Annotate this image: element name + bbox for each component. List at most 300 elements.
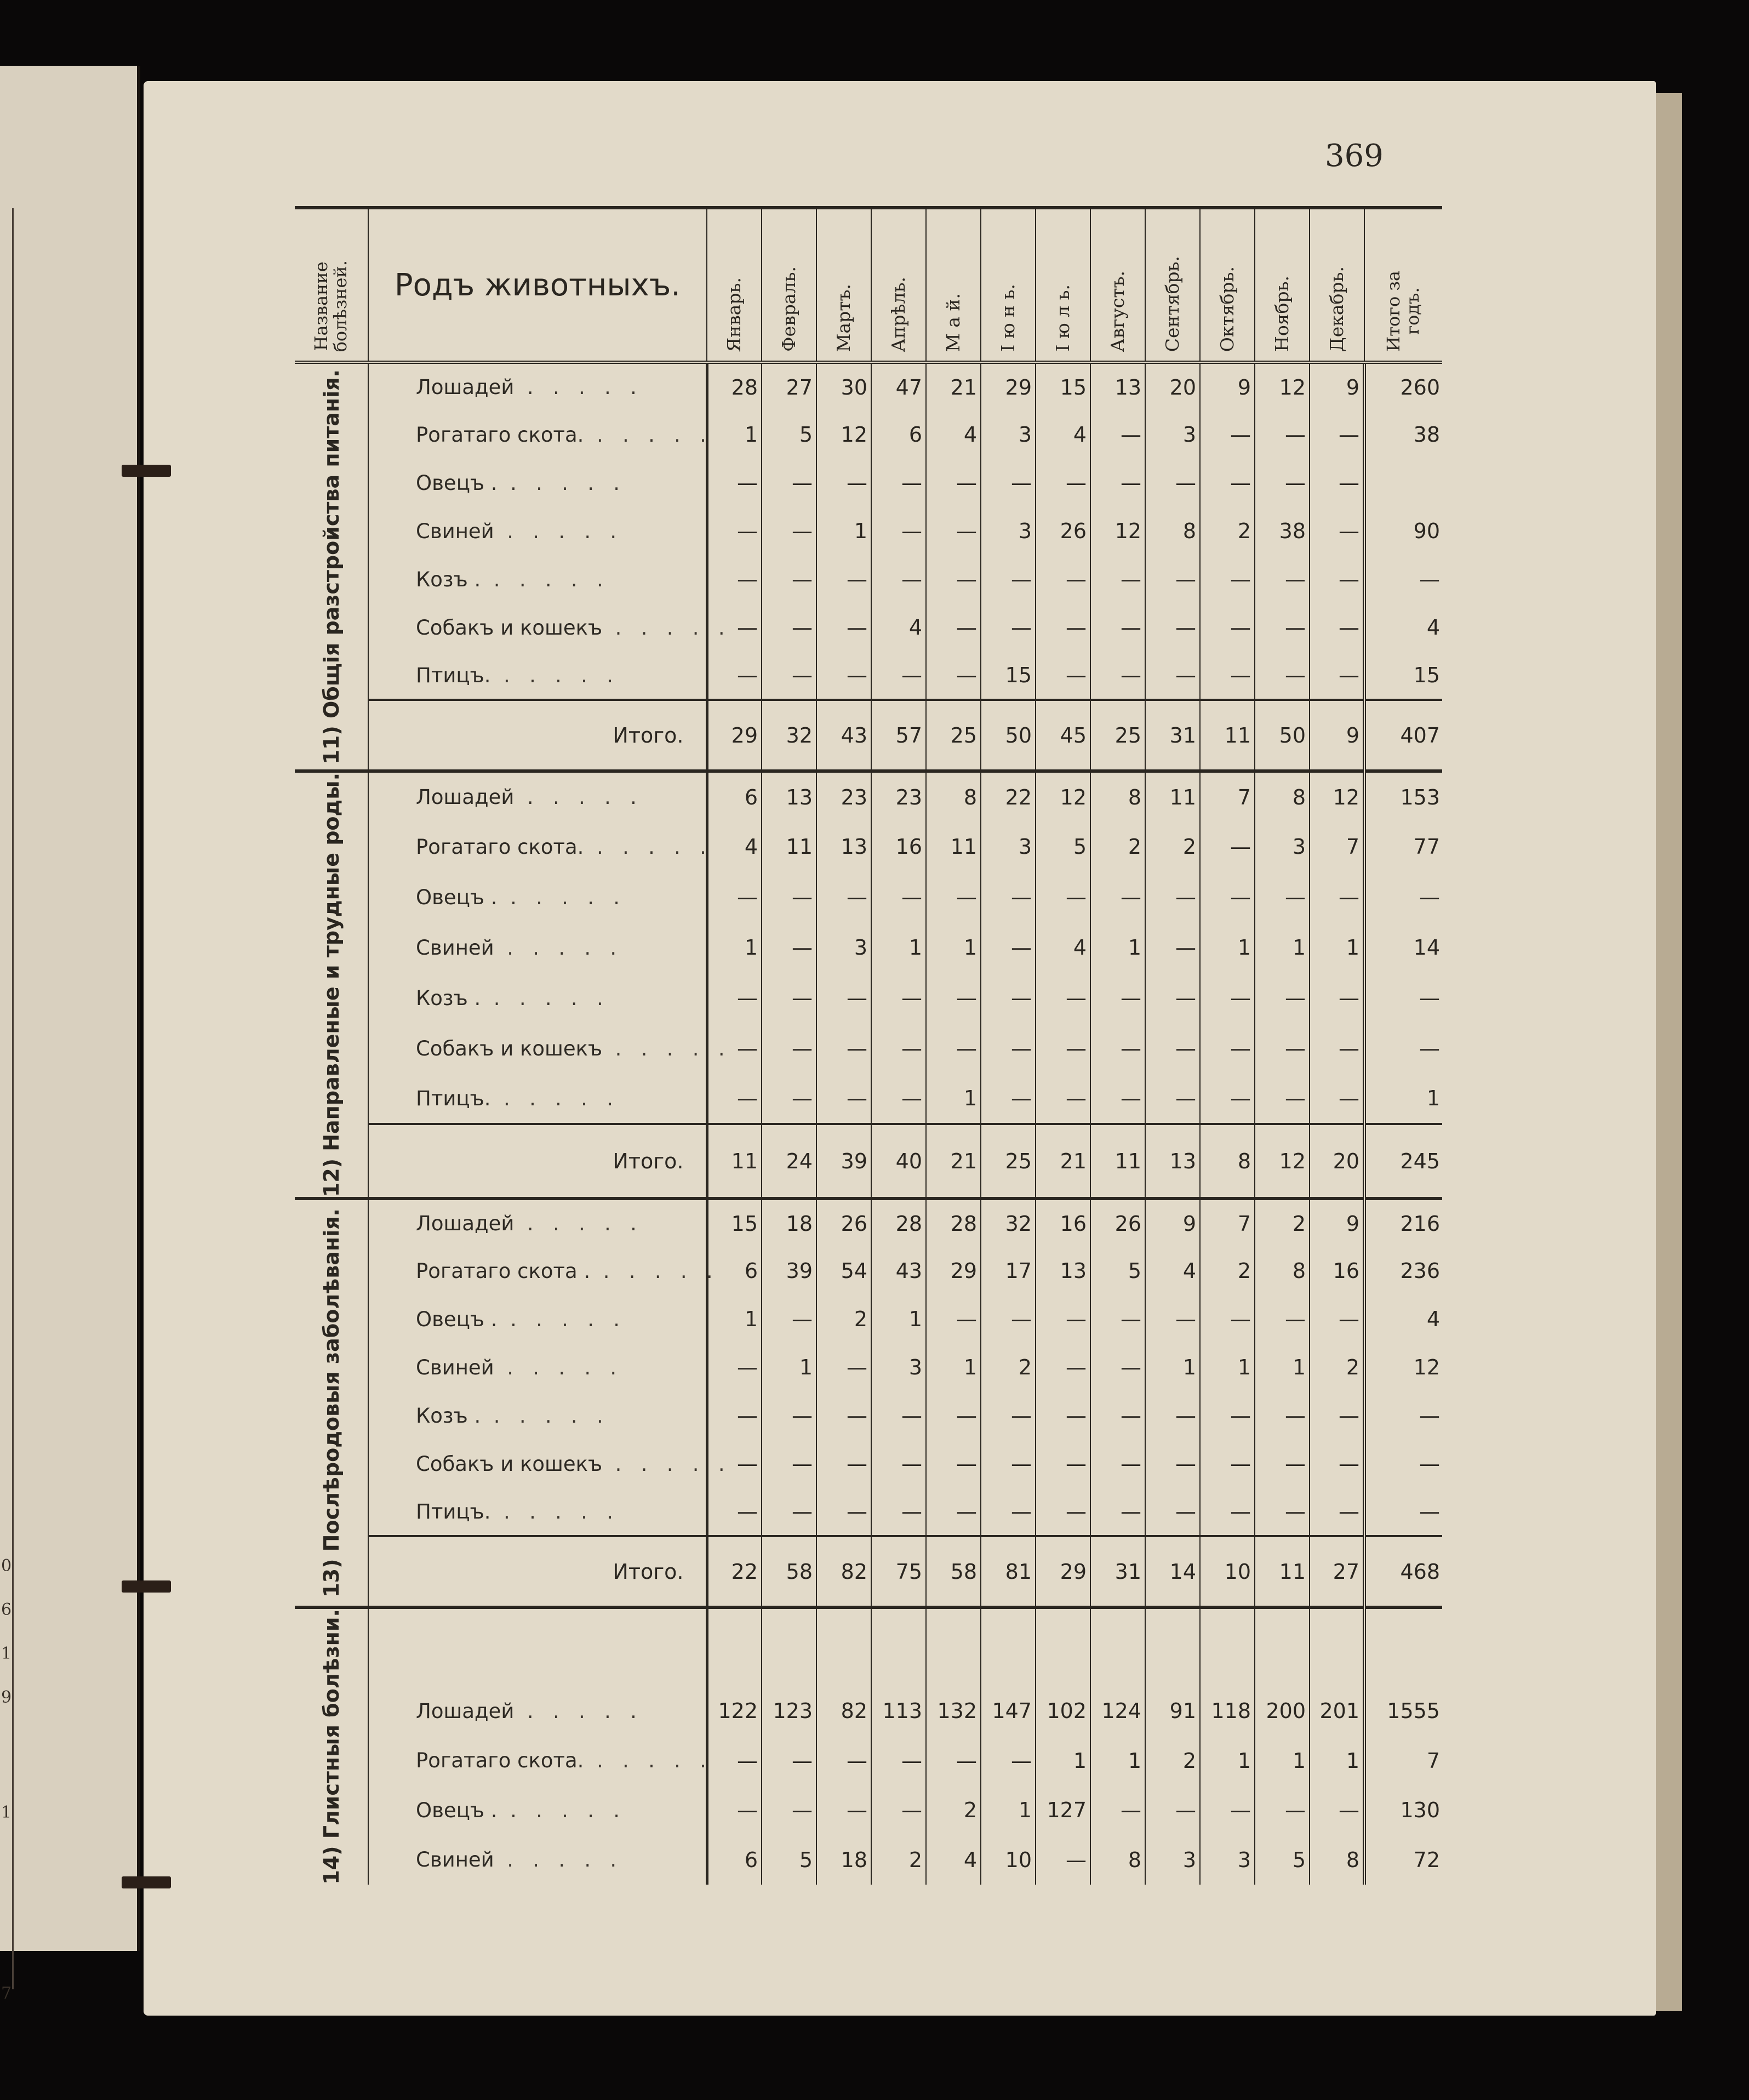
disease-group-label: 12) Направленые и трудные роды.	[319, 773, 344, 1197]
month-value-cell: —	[926, 973, 981, 1023]
month-value-cell: 13	[762, 771, 816, 821]
left-page-digit: 0	[1, 1556, 12, 1576]
month-value-cell: —	[1090, 1023, 1145, 1074]
year-total-cell: 4	[1364, 603, 1442, 652]
month-value-cell: —	[1310, 459, 1364, 507]
animal-cell	[368, 1391, 707, 1440]
table-row	[295, 1199, 1442, 1247]
month-value-cell: —	[981, 603, 1036, 652]
month-value-cell: —	[1036, 973, 1090, 1023]
month-value-cell: —	[816, 603, 871, 652]
spacer-cell	[1200, 1607, 1255, 1686]
month-total-cell: 58	[762, 1536, 816, 1607]
month-value-cell: 22	[981, 771, 1036, 821]
month-total-cell: 75	[871, 1536, 926, 1607]
animal-cell	[368, 872, 707, 922]
month-value-cell: —	[762, 555, 816, 603]
month-value-cell: 122	[707, 1686, 762, 1736]
month-value-cell: —	[762, 459, 816, 507]
total-header-line: Итого за	[1383, 271, 1404, 352]
animal-label: Свиней	[416, 1355, 494, 1379]
month-value-cell: —	[1145, 555, 1200, 603]
spacer-cell	[816, 1607, 871, 1686]
month-value-cell: —	[707, 1440, 762, 1488]
table-body	[295, 362, 1442, 1885]
month-value-cell: —	[1090, 652, 1145, 700]
table-row	[295, 1440, 1442, 1488]
month-value-cell: —	[926, 1440, 981, 1488]
leader-dots: . . . . .	[514, 785, 637, 809]
month-value-cell: —	[1145, 973, 1200, 1023]
month-value-cell: —	[871, 1736, 926, 1785]
month-value-cell: —	[1255, 555, 1310, 603]
month-value-cell: —	[1090, 1488, 1145, 1536]
leader-dots: . . . . .	[497, 471, 620, 495]
month-total-cell: 24	[762, 1124, 816, 1199]
total-label: Итого.	[368, 1536, 707, 1607]
month-value-cell: 3	[1145, 410, 1200, 459]
month-value-cell: 1	[1255, 1736, 1310, 1785]
month-value-cell: 7	[1310, 821, 1364, 872]
month-value-cell: —	[1145, 459, 1200, 507]
month-value-cell: —	[871, 459, 926, 507]
animal-label: Козъ .	[416, 567, 481, 591]
month-value-cell: —	[926, 459, 981, 507]
spacer-cell	[1145, 1607, 1200, 1686]
leader-dots: . . . . .	[490, 663, 613, 687]
month-value-cell: —	[1145, 872, 1200, 922]
month-value-cell: 54	[816, 1247, 871, 1295]
month-total-cell: 22	[707, 1536, 762, 1607]
month-total-cell: 40	[871, 1124, 926, 1199]
animal-label: Свиней	[416, 935, 494, 960]
month-value-cell: 26	[816, 1199, 871, 1247]
month-value-cell: 2	[1310, 1343, 1364, 1391]
month-total-cell: 25	[926, 700, 981, 771]
month-value-cell: —	[707, 603, 762, 652]
month-value-cell: —	[926, 1023, 981, 1074]
table-row	[295, 872, 1442, 922]
month-value-cell: —	[1200, 1785, 1255, 1835]
month-value-cell: —	[1145, 922, 1200, 973]
month-value-cell: —	[981, 872, 1036, 922]
table-row	[295, 771, 1442, 821]
month-value-cell: 1	[981, 1785, 1036, 1835]
month-value-cell: 82	[816, 1686, 871, 1736]
month-value-cell: —	[1036, 1440, 1090, 1488]
animal-cell	[368, 1488, 707, 1536]
month-value-cell: —	[1090, 1074, 1145, 1124]
month-label: Декабрь.	[1325, 266, 1347, 352]
month-value-cell: —	[1310, 1295, 1364, 1343]
leader-dots: . . . . .	[584, 423, 706, 447]
month-value-cell: 12	[1090, 507, 1145, 555]
table-row	[295, 1488, 1442, 1536]
month-total-cell: 21	[926, 1124, 981, 1199]
left-page-digit: 6	[1, 1600, 12, 1619]
month-label: Мартъ.	[832, 283, 854, 352]
leader-dots: . . . . .	[490, 1086, 613, 1110]
month-value-cell: —	[1200, 1295, 1255, 1343]
group-total-row	[295, 700, 1442, 771]
month-value-cell: —	[1200, 652, 1255, 700]
group-spacer-row	[295, 1607, 1442, 1686]
grand-total-cell: 407	[1364, 700, 1442, 771]
month-value-cell: —	[1145, 1785, 1200, 1835]
month-total-cell: 43	[816, 700, 871, 771]
month-value-cell: 9	[1310, 1199, 1364, 1247]
month-label: Сентябрь.	[1161, 255, 1183, 352]
month-value-cell: —	[1145, 1391, 1200, 1440]
leader-dots: . . . . .	[514, 1212, 637, 1236]
month-value-cell: —	[1090, 1295, 1145, 1343]
month-value-cell: —	[926, 1295, 981, 1343]
month-value-cell: —	[1310, 603, 1364, 652]
month-value-cell: —	[816, 872, 871, 922]
animal-label: Рогатаго скота .	[416, 1259, 591, 1283]
month-value-cell: —	[1255, 872, 1310, 922]
month-value-cell: 12	[816, 410, 871, 459]
month-total-cell: 11	[707, 1124, 762, 1199]
year-total-cell: 153	[1364, 771, 1442, 821]
month-value-cell: —	[707, 459, 762, 507]
month-value-cell: —	[1036, 555, 1090, 603]
month-value-cell: 8	[1255, 771, 1310, 821]
month-value-cell: 38	[1255, 507, 1310, 555]
month-value-cell: —	[816, 1488, 871, 1536]
month-value-cell: —	[1090, 555, 1145, 603]
leader-dots: . . . . .	[481, 567, 603, 591]
month-value-cell: —	[1090, 973, 1145, 1023]
month-value-cell: —	[1310, 973, 1364, 1023]
month-value-cell: 1	[707, 410, 762, 459]
month-value-cell: —	[816, 1391, 871, 1440]
spacer-cell	[368, 1607, 707, 1686]
month-value-cell: 13	[816, 821, 871, 872]
month-value-cell: —	[926, 603, 981, 652]
month-value-cell: 3	[816, 922, 871, 973]
month-value-cell: 1	[1200, 1343, 1255, 1391]
month-value-cell: 15	[1036, 362, 1090, 410]
month-value-cell: 3	[981, 821, 1036, 872]
leader-dots: . . . . .	[481, 1403, 603, 1428]
leader-dots: . . . . .	[602, 1036, 725, 1060]
table-row	[295, 362, 1442, 410]
month-value-cell: —	[1145, 652, 1200, 700]
month-value-cell: 1	[707, 922, 762, 973]
month-value-cell: —	[1036, 459, 1090, 507]
month-value-cell: —	[816, 973, 871, 1023]
leader-dots: . . . . .	[584, 1749, 706, 1773]
month-header	[1310, 208, 1364, 362]
table-row	[295, 603, 1442, 652]
month-total-cell: 8	[1200, 1124, 1255, 1199]
month-value-cell: 2	[926, 1785, 981, 1835]
month-value-cell: —	[1310, 1074, 1364, 1124]
animal-cell	[368, 555, 707, 603]
animal-cell	[368, 771, 707, 821]
spacer-cell	[1090, 1607, 1145, 1686]
spacer-cell	[762, 1607, 816, 1686]
month-value-cell: —	[1036, 652, 1090, 700]
month-value-cell: —	[871, 1074, 926, 1124]
month-value-cell: —	[816, 1736, 871, 1785]
month-value-cell: —	[981, 555, 1036, 603]
table-row	[295, 1835, 1442, 1885]
month-value-cell: —	[1310, 872, 1364, 922]
year-total-cell: —	[1364, 555, 1442, 603]
disease-column-header	[295, 208, 368, 362]
disease-group-label-cell	[295, 1199, 368, 1607]
month-value-cell: 27	[762, 362, 816, 410]
table-row	[295, 1736, 1442, 1785]
animal-label: Лошадей	[416, 375, 515, 399]
month-value-cell: —	[762, 1391, 816, 1440]
month-header	[762, 208, 816, 362]
month-value-cell: —	[762, 1488, 816, 1536]
month-value-cell: 12	[1255, 362, 1310, 410]
month-value-cell: 28	[926, 1199, 981, 1247]
month-value-cell: —	[1090, 1391, 1145, 1440]
month-value-cell: —	[1200, 872, 1255, 922]
month-value-cell: 3	[1145, 1835, 1200, 1885]
month-value-cell: —	[762, 652, 816, 700]
month-value-cell: —	[762, 603, 816, 652]
disease-header-line: болѣзней.	[330, 260, 351, 352]
leader-dots: . . . . .	[494, 935, 617, 960]
month-value-cell: 3	[1200, 1835, 1255, 1885]
animal-cell	[368, 1736, 707, 1785]
month-value-cell: —	[981, 922, 1036, 973]
month-value-cell: 9	[1310, 362, 1364, 410]
month-value-cell: 8	[1090, 771, 1145, 821]
month-value-cell: —	[707, 973, 762, 1023]
animal-label: Лошадей	[416, 785, 515, 809]
month-value-cell: 9	[1145, 1199, 1200, 1247]
month-value-cell: —	[707, 1736, 762, 1785]
page-number: 369	[1325, 138, 1384, 174]
animal-label: Птицъ.	[416, 663, 491, 687]
month-value-cell: —	[1200, 1074, 1255, 1124]
month-value-cell: —	[1036, 603, 1090, 652]
month-value-cell: —	[926, 872, 981, 922]
month-value-cell: —	[926, 555, 981, 603]
month-value-cell: 15	[707, 1199, 762, 1247]
month-value-cell: —	[1310, 1391, 1364, 1440]
month-value-cell: 2	[1090, 821, 1145, 872]
month-value-cell: —	[1310, 1023, 1364, 1074]
disease-group-label: 14) Глистныя болѣзни.	[319, 1609, 344, 1885]
month-value-cell: 4	[1036, 410, 1090, 459]
month-value-cell: —	[1036, 1074, 1090, 1124]
animal-label: Лошадей	[416, 1212, 515, 1236]
table-row	[295, 1785, 1442, 1835]
month-value-cell: 43	[871, 1247, 926, 1295]
month-value-cell: —	[1310, 1785, 1364, 1835]
animal-label: Овецъ .	[416, 885, 498, 909]
spacer-cell	[1310, 1607, 1364, 1686]
left-page-digit: 7	[1, 1984, 12, 2003]
month-total-cell: 11	[1090, 1124, 1145, 1199]
animal-cell	[368, 603, 725, 652]
month-header	[926, 208, 981, 362]
month-value-cell: —	[762, 1023, 816, 1074]
month-value-cell: 2	[1255, 1199, 1310, 1247]
month-value-cell: 6	[707, 1835, 762, 1885]
month-value-cell: —	[816, 1023, 871, 1074]
group-total-row	[295, 1536, 1442, 1607]
animal-label: Овецъ .	[416, 1307, 498, 1331]
month-label: I ю н ь.	[997, 284, 1019, 352]
month-value-cell: 5	[1255, 1835, 1310, 1885]
month-value-cell: —	[871, 973, 926, 1023]
month-value-cell: —	[981, 459, 1036, 507]
animal-label: Рогатаго скота.	[416, 423, 584, 447]
month-value-cell: —	[981, 1488, 1036, 1536]
month-value-cell: 1	[1255, 1343, 1310, 1391]
month-value-cell: 6	[707, 771, 762, 821]
month-value-cell: —	[1145, 1488, 1200, 1536]
month-value-cell: 8	[1310, 1835, 1364, 1885]
month-value-cell: 16	[871, 821, 926, 872]
month-value-cell: 2	[871, 1835, 926, 1885]
month-value-cell: —	[981, 1023, 1036, 1074]
month-value-cell: 32	[981, 1199, 1036, 1247]
animal-cell	[368, 362, 707, 410]
month-value-cell: 2	[816, 1295, 871, 1343]
month-value-cell: —	[707, 1074, 762, 1124]
month-total-cell: 14	[1145, 1536, 1200, 1607]
year-total-cell: 90	[1364, 507, 1442, 555]
table-row	[295, 922, 1442, 973]
month-total-cell: 57	[871, 700, 926, 771]
month-value-cell: 1	[1310, 922, 1364, 973]
year-total-cell: 130	[1364, 1785, 1442, 1835]
month-value-cell: 4	[707, 821, 762, 872]
month-value-cell: 123	[762, 1686, 816, 1736]
leader-dots: . . . . .	[494, 519, 617, 543]
table-row	[295, 555, 1442, 603]
month-value-cell: 39	[762, 1247, 816, 1295]
disease-group-label-cell	[295, 771, 368, 1199]
month-value-cell: —	[762, 1785, 816, 1835]
month-value-cell: —	[1036, 1391, 1090, 1440]
month-value-cell: —	[871, 1391, 926, 1440]
month-value-cell: —	[1200, 603, 1255, 652]
month-value-cell: —	[1036, 1023, 1090, 1074]
month-value-cell: 26	[1090, 1199, 1145, 1247]
table-row	[295, 1247, 1442, 1295]
year-total-cell: —	[1364, 1488, 1442, 1536]
month-value-cell: —	[871, 1023, 926, 1074]
month-value-cell: —	[1200, 459, 1255, 507]
month-value-cell: —	[981, 1391, 1036, 1440]
month-value-cell: —	[1255, 459, 1310, 507]
month-value-cell: 91	[1145, 1686, 1200, 1736]
month-value-cell: —	[707, 652, 762, 700]
month-value-cell: 9	[1200, 362, 1255, 410]
animal-cell	[368, 652, 707, 700]
animal-label: Птицъ.	[416, 1086, 491, 1110]
month-value-cell: 26	[1036, 507, 1090, 555]
month-total-cell: 82	[816, 1536, 871, 1607]
month-total-cell: 50	[981, 700, 1036, 771]
leader-dots: . . . . .	[497, 1798, 620, 1822]
month-value-cell: 28	[707, 362, 762, 410]
page-edge	[1656, 93, 1682, 2011]
month-value-cell: —	[816, 1074, 871, 1124]
grand-total-cell: 468	[1364, 1536, 1442, 1607]
month-total-cell: 25	[981, 1124, 1036, 1199]
month-value-cell: 29	[926, 1247, 981, 1295]
month-value-cell: 2	[1145, 1736, 1200, 1785]
month-value-cell: —	[707, 1343, 762, 1391]
header-row	[295, 208, 1442, 362]
animal-label: Собакъ и кошекъ	[416, 1452, 603, 1476]
month-value-cell: —	[1200, 410, 1255, 459]
month-value-cell: —	[1200, 973, 1255, 1023]
month-value-cell: 1	[926, 1074, 981, 1124]
month-value-cell: 2	[1200, 1247, 1255, 1295]
month-header	[1090, 208, 1145, 362]
grand-total-cell: 245	[1364, 1124, 1442, 1199]
animal-column-header: Родъ животныхъ.	[368, 208, 707, 362]
month-total-cell: 13	[1145, 1124, 1200, 1199]
month-value-cell: —	[1036, 872, 1090, 922]
month-value-cell: —	[816, 652, 871, 700]
month-value-cell: —	[1145, 1023, 1200, 1074]
month-total-cell: 11	[1200, 700, 1255, 771]
year-total-cell: 260	[1364, 362, 1442, 410]
month-label: Февраль.	[778, 266, 799, 352]
month-value-cell: —	[981, 1440, 1036, 1488]
month-value-cell: —	[926, 1488, 981, 1536]
month-value-cell: 3	[1255, 821, 1310, 872]
month-value-cell: 1	[926, 922, 981, 973]
left-page-digit: 1	[1, 1803, 12, 1822]
month-value-cell: —	[1255, 973, 1310, 1023]
month-value-cell: —	[1255, 1785, 1310, 1835]
month-value-cell: 7	[1200, 771, 1255, 821]
month-label: Октябрь.	[1216, 266, 1238, 352]
spacer-cell	[1036, 1607, 1090, 1686]
month-value-cell: —	[1255, 1023, 1310, 1074]
month-value-cell: —	[926, 652, 981, 700]
month-value-cell: —	[1255, 1488, 1310, 1536]
month-value-cell: 1	[1036, 1736, 1090, 1785]
month-value-cell: —	[1090, 603, 1145, 652]
table-row	[295, 1023, 1442, 1074]
animal-label: Собакъ и кошекъ	[416, 1036, 603, 1060]
disease-group-label-cell	[295, 1607, 368, 1885]
month-value-cell: —	[1200, 1440, 1255, 1488]
month-total-cell: 50	[1255, 700, 1310, 771]
animal-label: Рогатаго скота.	[416, 835, 584, 859]
month-value-cell: 2	[1200, 507, 1255, 555]
spacer-cell	[926, 1607, 981, 1686]
left-page	[0, 66, 140, 2003]
animal-cell	[368, 1785, 707, 1835]
spacer-cell	[981, 1607, 1036, 1686]
leader-dots: . . . . .	[494, 1848, 617, 1872]
month-total-cell: 12	[1255, 1124, 1310, 1199]
month-value-cell: 21	[926, 362, 981, 410]
month-value-cell: 1	[926, 1343, 981, 1391]
year-total-cell: —	[1364, 1023, 1442, 1074]
disease-group-label-cell	[295, 362, 368, 771]
table-row	[295, 973, 1442, 1023]
month-value-cell: —	[926, 1391, 981, 1440]
